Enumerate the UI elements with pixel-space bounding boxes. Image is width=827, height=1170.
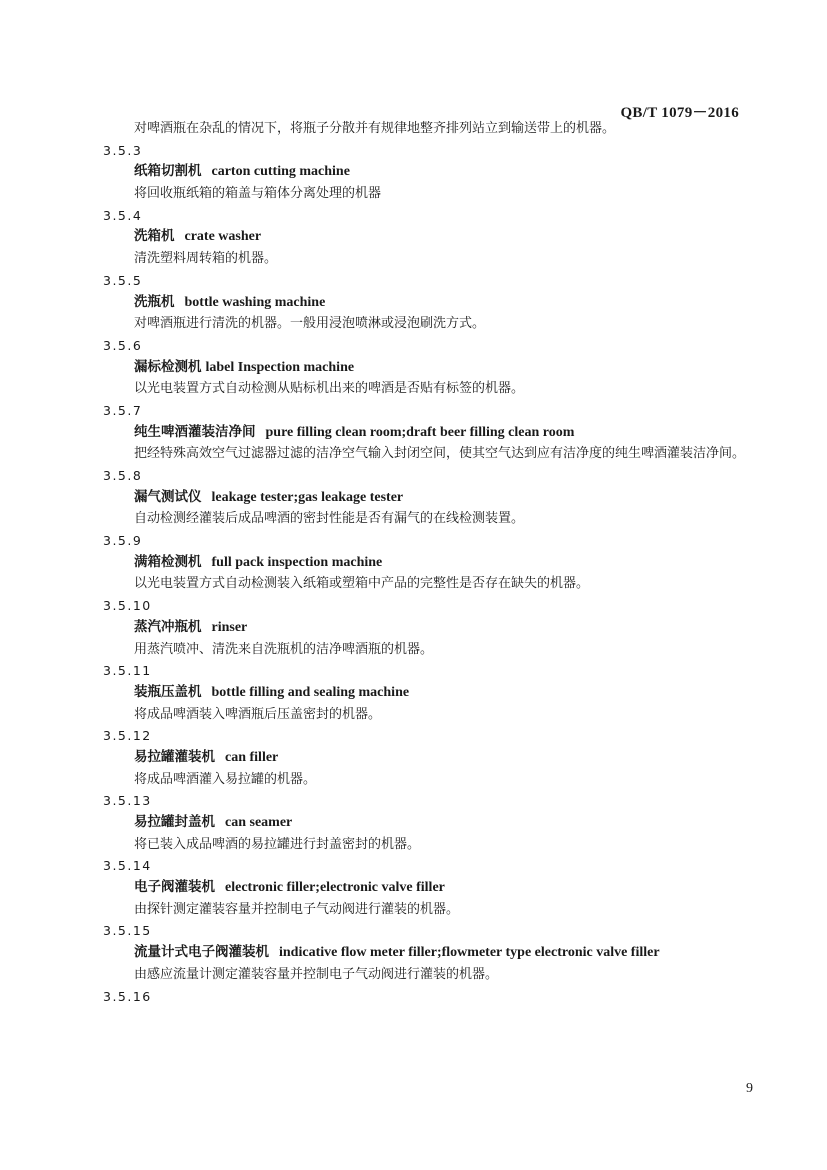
definition: 将已装入成品啤酒的易拉罐进行封盖密封的机器。 xyxy=(134,836,421,852)
clause-number: 3.5.7 xyxy=(103,402,143,418)
document-body xyxy=(0,118,827,1007)
term xyxy=(0,292,827,314)
clause-number: 3.5.13 xyxy=(103,793,152,809)
entry-3-5-10 xyxy=(0,595,827,660)
term-zh: 漏标检测机 xyxy=(134,358,202,375)
term xyxy=(0,357,827,379)
term-en: electronic filler;electronic valve filler xyxy=(225,880,445,896)
term-zh: 易拉罐封盖机 xyxy=(134,814,215,831)
clause-number: 3.5.11 xyxy=(103,663,152,679)
definition: 清洗塑料周转箱的机器。 xyxy=(134,251,278,267)
term xyxy=(0,877,827,899)
clause-number: 3.5.12 xyxy=(103,728,152,744)
entry-3-5-3 xyxy=(0,140,827,205)
term xyxy=(0,161,827,183)
clause-number: 3.5.4 xyxy=(103,207,143,223)
term-zh: 满箱检测机 xyxy=(134,553,202,570)
term-zh: 蒸汽冲瓶机 xyxy=(134,618,202,635)
entry-3-5-4 xyxy=(0,205,827,270)
entry-3-5-11 xyxy=(0,660,827,725)
definition: 对啤酒瓶进行清洗的机器。一般用浸泡喷淋或浸泡刷洗方式。 xyxy=(134,316,486,332)
intro-definition: 对啤酒瓶在杂乱的情况下，将瓶子分散并有规律地整齐排列站立到输送带上的机器。 xyxy=(134,121,616,136)
term-zh: 装瓶压盖机 xyxy=(134,683,202,700)
term xyxy=(0,747,827,769)
term-zh: 漏气测试仪 xyxy=(134,488,202,505)
clause-number: 3.5.3 xyxy=(103,142,143,158)
term-zh: 纸箱切割机 xyxy=(134,163,202,180)
page-number: 9 xyxy=(746,1081,753,1096)
term-en: leakage tester;gas leakage tester xyxy=(211,489,404,505)
term-en: carton cutting machine xyxy=(211,164,350,180)
term-zh: 易拉罐灌装机 xyxy=(134,748,215,765)
entry-3-5-9 xyxy=(0,530,827,595)
term-en: bottle filling and sealing machine xyxy=(211,684,410,700)
entry-3-5-5 xyxy=(0,270,827,335)
clause-number: 3.5.15 xyxy=(103,923,152,939)
term-en: pure filling clean room;draft beer filling clean room xyxy=(265,424,575,440)
term-en: can filler xyxy=(225,749,279,765)
term-zh: 流量计式电子阀灌装机 xyxy=(134,944,269,961)
standard-code: QB/T 1079－2016 xyxy=(620,105,739,121)
term xyxy=(0,942,827,964)
term xyxy=(0,812,827,834)
term xyxy=(0,487,827,509)
definition: 由感应流量计测定灌装容量并控制电子气动阀进行灌装的机器。 xyxy=(134,966,499,982)
clause-number: 3.5.8 xyxy=(103,468,143,484)
term-en: label Inspection machine xyxy=(205,359,355,375)
term xyxy=(0,422,827,444)
definition: 将回收瓶纸箱的箱盖与箱体分离处理的机器 xyxy=(134,186,382,202)
entry-3-5-15 xyxy=(0,920,827,985)
term xyxy=(0,617,827,639)
definition: 把经特殊高效空气过滤器过滤的洁净空气输入封闭空间，使其空气达到应有洁净度的纯生啤酒灌装洁净间。 xyxy=(134,446,746,462)
entry-3-5-13 xyxy=(0,790,827,855)
term-en: rinser xyxy=(211,619,248,635)
term-zh: 纯生啤酒灌装洁净间 xyxy=(134,423,256,440)
term xyxy=(0,552,827,574)
definition: 自动检测经灌装后成品啤酒的密封性能是否有漏气的在线检测装置。 xyxy=(134,511,525,527)
definition: 将成品啤酒灌入易拉罐的机器。 xyxy=(134,771,317,787)
term-en: full pack inspection machine xyxy=(211,554,383,570)
entry-3-5-7 xyxy=(0,400,827,465)
clause-number: 3.5.6 xyxy=(103,337,143,353)
term-en: bottle washing machine xyxy=(184,294,326,310)
definition: 以光电装置方式自动检测从贴标机出来的啤酒是否贴有标签的机器。 xyxy=(134,381,525,397)
term xyxy=(0,682,827,704)
definition: 用蒸汽喷冲、清洗来自洗瓶机的洁净啤酒瓶的机器。 xyxy=(134,641,434,657)
term-en: crate washer xyxy=(184,229,262,245)
definition: 由探针测定灌装容量并控制电子气动阀进行灌装的机器。 xyxy=(134,901,460,917)
term-zh: 洗箱机 xyxy=(134,228,175,245)
term-en: indicative flow meter filler;flowmeter type electronic valve filler xyxy=(279,945,660,961)
entry-3-5-8 xyxy=(0,465,827,530)
entry-3-5-14 xyxy=(0,855,827,920)
entry-3-5-12 xyxy=(0,725,827,790)
entry-3-5-6 xyxy=(0,335,827,400)
term-en: can seamer xyxy=(225,815,293,831)
term-zh: 洗瓶机 xyxy=(134,293,175,310)
clause-number: 3.5.5 xyxy=(103,272,143,288)
clause-number-trailing: 3.5.16 xyxy=(103,988,152,1004)
clause-number: 3.5.9 xyxy=(103,533,143,549)
definition: 将成品啤酒装入啤酒瓶后压盖密封的机器。 xyxy=(134,706,382,722)
definition: 以光电装置方式自动检测装入纸箱或塑箱中产品的完整性是否存在缺失的机器。 xyxy=(134,576,590,592)
clause-number: 3.5.10 xyxy=(103,598,152,614)
term-zh: 电子阀灌装机 xyxy=(134,879,215,896)
clause-number: 3.5.14 xyxy=(103,858,152,874)
term xyxy=(0,226,827,248)
